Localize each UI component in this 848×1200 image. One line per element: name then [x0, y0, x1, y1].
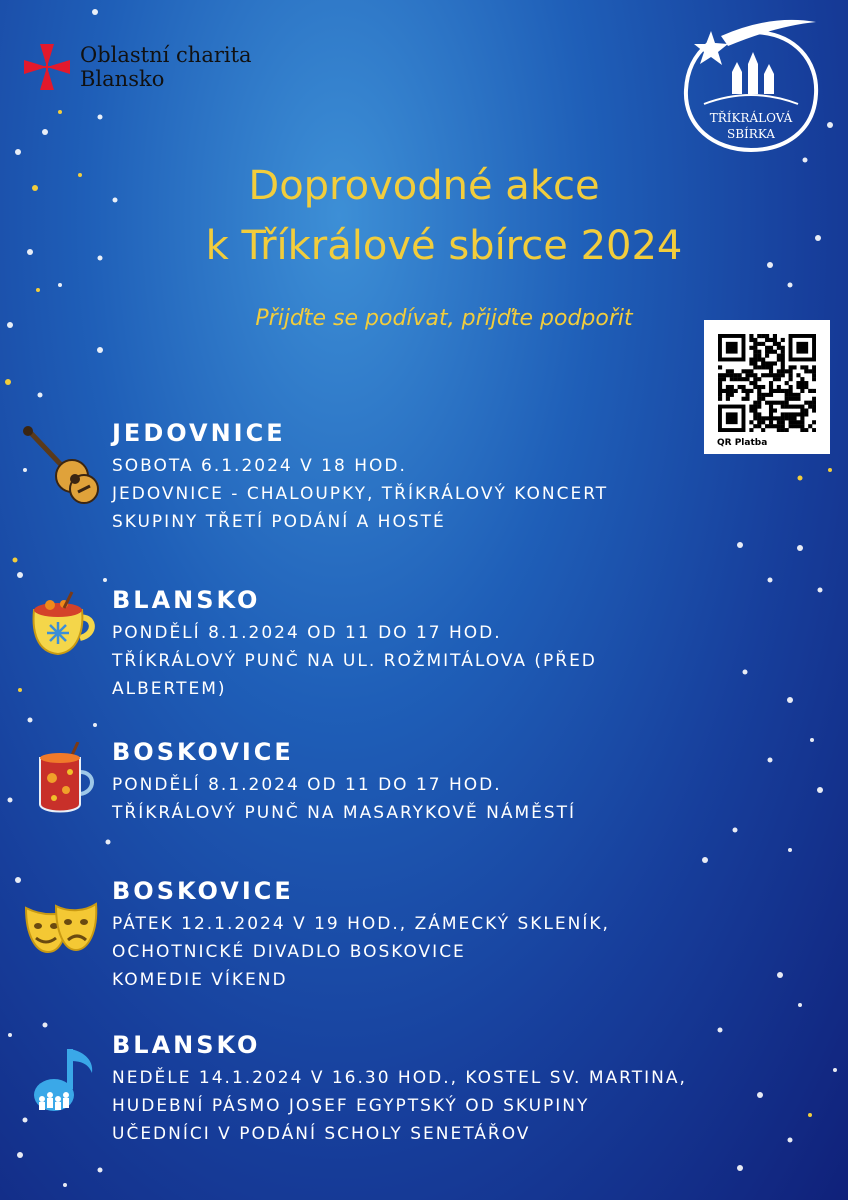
qr-code-icon [718, 334, 816, 432]
event-2-detail-2: ALBERTEM) [112, 679, 227, 699]
event-4-detail-2: KOMEDIE VÍKEND [112, 970, 288, 990]
event-2-detail: TŘÍKRÁLOVÝ PUNČ NA UL. ROŽMITÁLOVA (PŘED [112, 651, 597, 671]
event-1-detail-2: SKUPINY TŘETÍ PODÁNÍ A HOSTÉ [112, 512, 446, 532]
qr-payment-code[interactable] [704, 320, 830, 454]
trikralova-sbirka-badge [676, 14, 826, 154]
event-4 [112, 876, 610, 994]
event-5-detail-2: UČEDNÍCI V PODÁNÍ SCHOLY SENETÁŘOV [112, 1124, 531, 1144]
organization-name-line2: Blansko [80, 67, 165, 91]
page-title-line1: Doprovodné akce [248, 163, 600, 209]
event-1-date: SOBOTA 6.1.2024 V 18 HOD. [112, 456, 407, 476]
theater-masks-icon [22, 900, 100, 958]
event-2-city: BLANSKO [112, 586, 261, 614]
organization-name-line1: Oblastní charita [80, 43, 252, 67]
guitar-icon [20, 424, 102, 506]
event-5 [112, 1030, 687, 1148]
qr-label: QR Platba [717, 438, 768, 448]
badge-line2: SBÍRKA [727, 127, 775, 141]
event-4-city: BOSKOVICE [112, 877, 294, 905]
event-2 [112, 585, 597, 703]
event-4-date: PÁTEK 12.1.2024 V 19 HOD., ZÁMECKÝ SKLENÍK, [112, 914, 610, 934]
badge-line1: TŘÍKRÁLOVÁ [709, 111, 793, 125]
punch-mug-icon [28, 590, 100, 658]
punch-glass-icon [34, 742, 100, 818]
music-note-icon [30, 1045, 98, 1117]
charity-cross-icon [22, 42, 72, 92]
event-3-city: BOSKOVICE [112, 738, 294, 766]
event-1-city: JEDOVNICE [112, 419, 286, 447]
event-3-date: PONDĚLÍ 8.1.2024 OD 11 DO 17 HOD. [112, 775, 502, 795]
event-3 [112, 737, 576, 827]
event-5-city: BLANSKO [112, 1031, 261, 1059]
event-4-detail: OCHOTNICKÉ DIVADLO BOSKOVICE [112, 942, 466, 962]
page-title-line2: k Tříkrálové sbírce 2024 [205, 223, 683, 269]
event-3-detail: TŘÍKRÁLOVÝ PUNČ NA MASARYKOVĚ NÁMĚSTÍ [112, 803, 577, 823]
organization-logo [22, 42, 252, 92]
event-5-date: NEDĚLE 14.1.2024 V 16.30 HOD., KOSTEL SV. MARTINA, [112, 1068, 687, 1088]
event-1-detail: JEDOVNICE - CHALOUPKY, TŘÍKRÁLOVÝ KONCERT [112, 484, 609, 504]
event-2-date: PONDĚLÍ 8.1.2024 OD 11 DO 17 HOD. [112, 623, 502, 643]
page-subtitle: Přijďte se podívat, přijďte podpořit [255, 306, 633, 331]
event-5-detail: HUDEBNÍ PÁSMO JOSEF EGYPTSKÝ OD SKUPINY [112, 1096, 590, 1116]
event-1 [112, 418, 608, 536]
